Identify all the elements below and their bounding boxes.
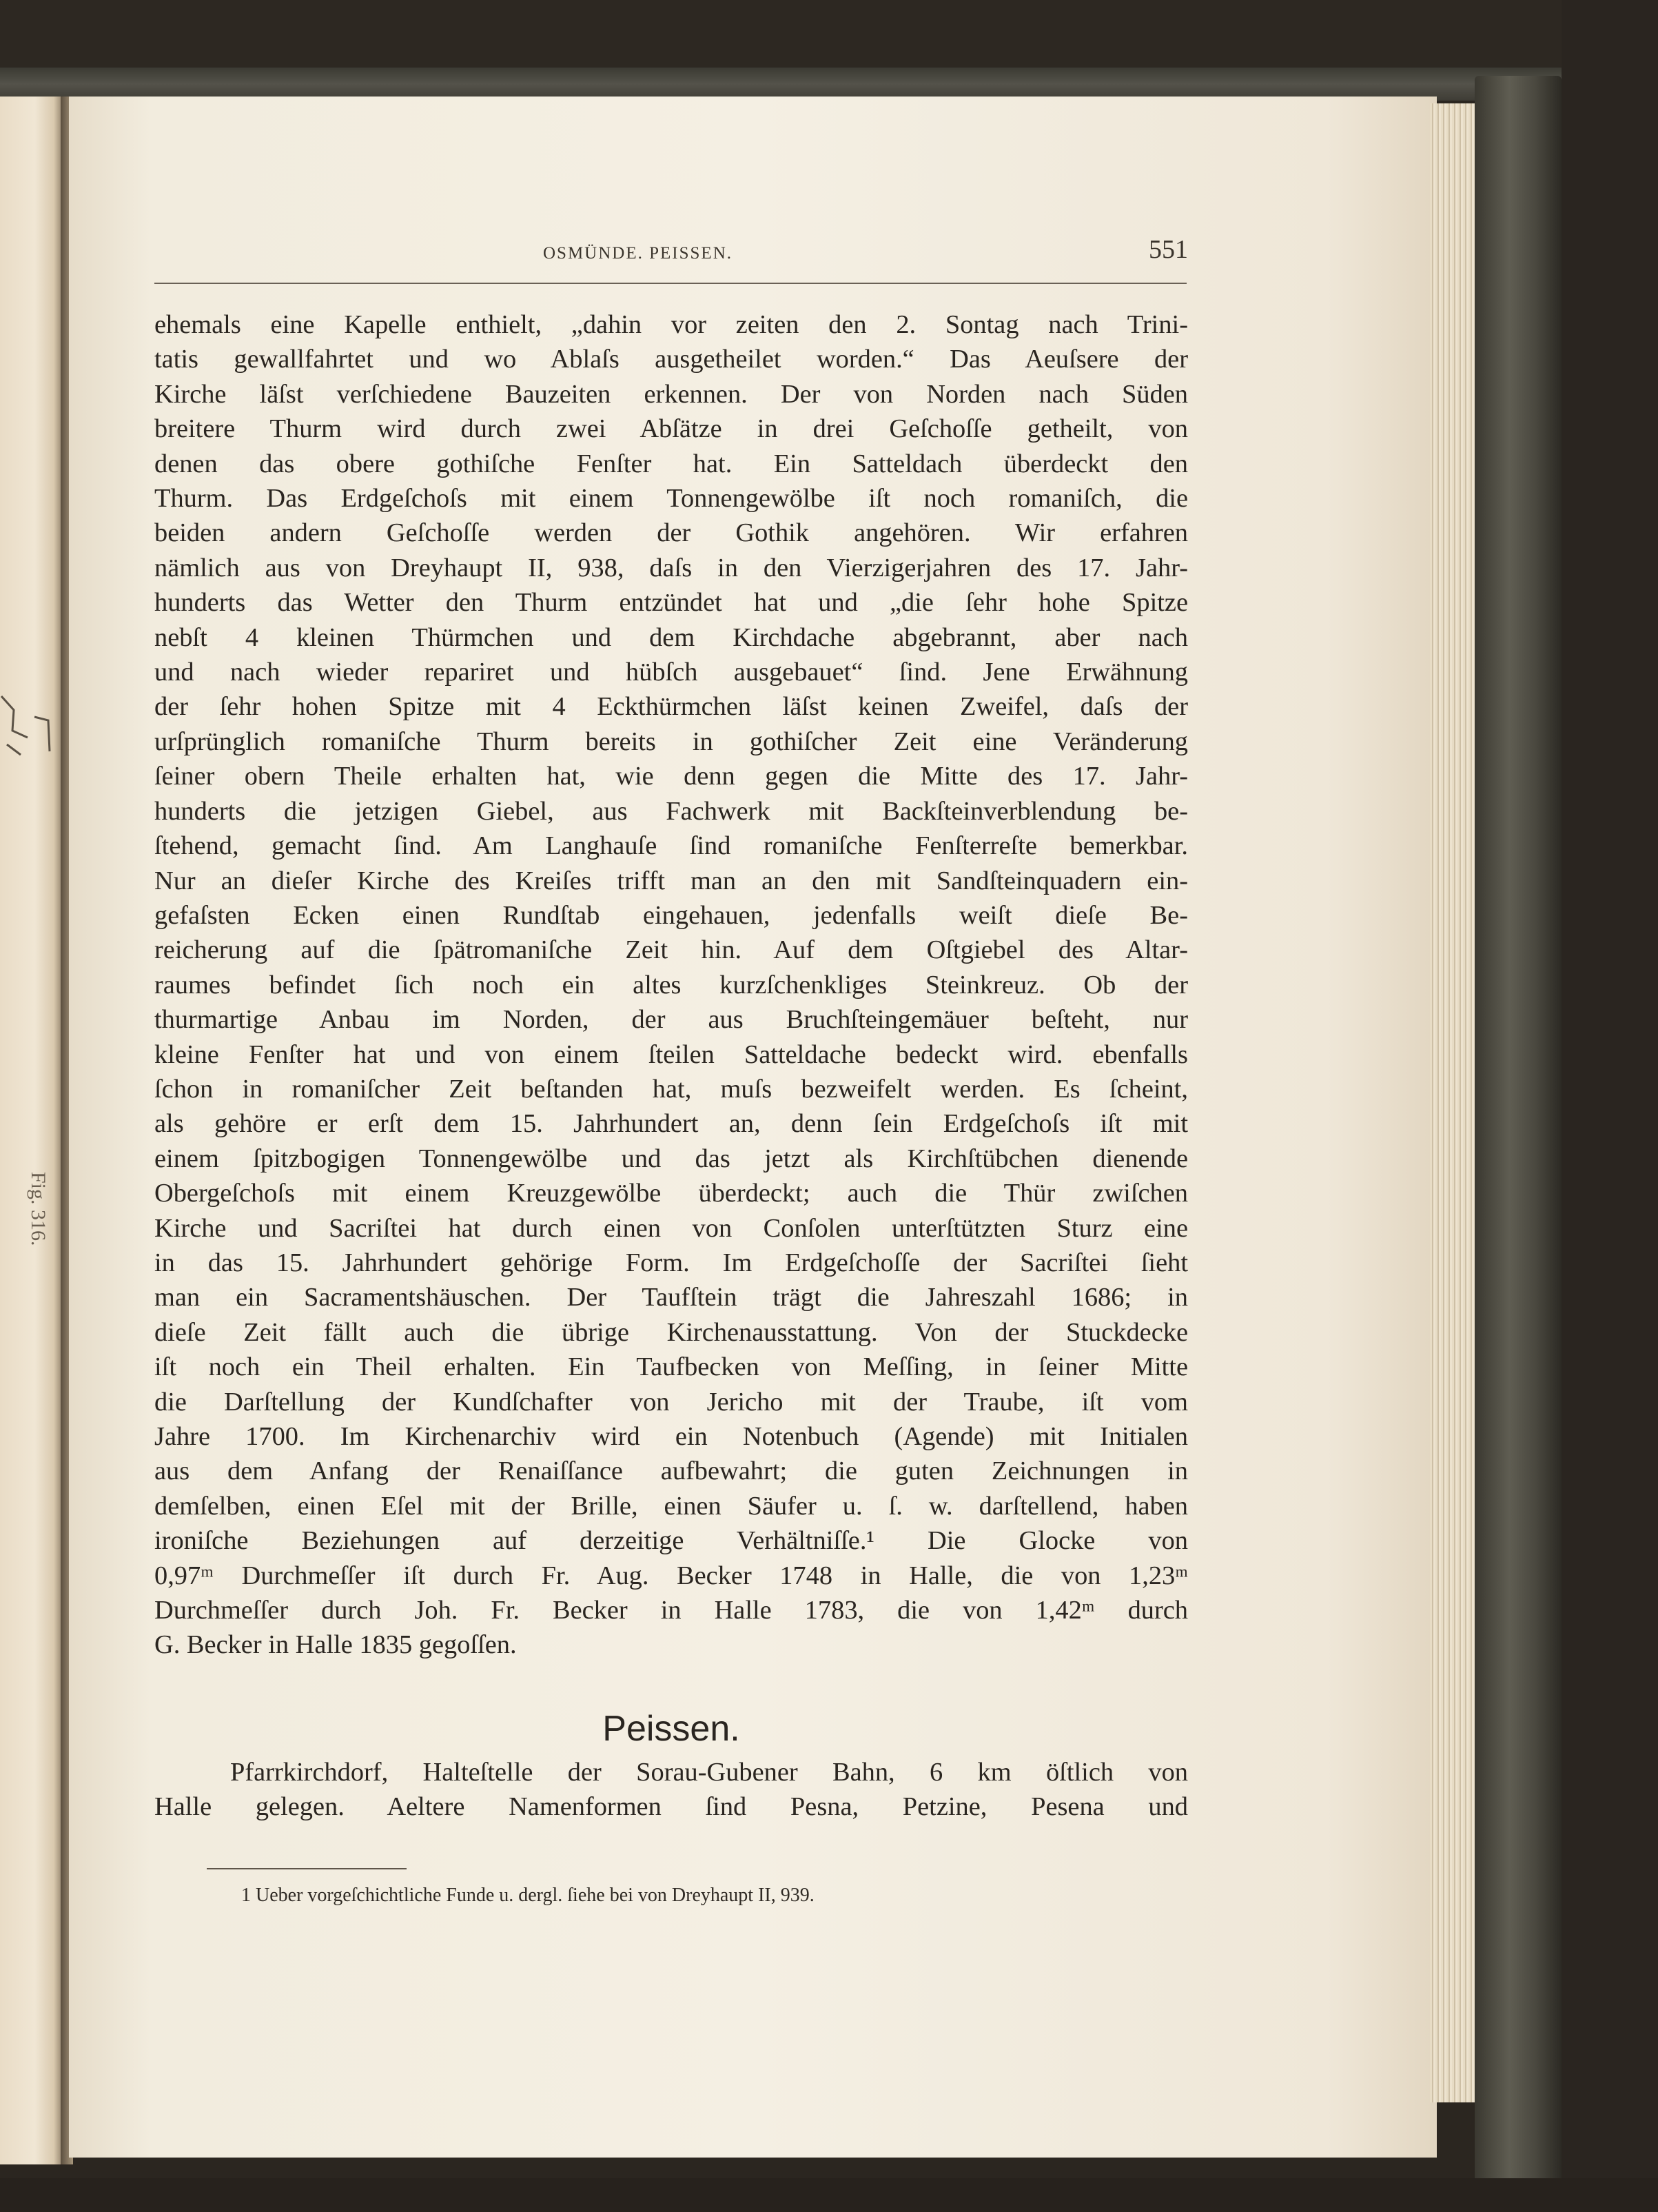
text-line: einem ſpitzbogigen Tonnengewölbe und das jetzt als Kirchſtübchen dienende <box>154 1144 1188 1173</box>
text-line: reicherung auf die ſpätromaniſche Zeit hin. Auf dem Oſtgiebel des Altar- <box>154 935 1188 965</box>
background-top <box>0 0 1658 69</box>
text-line: 0,97ᵐ Durchmeſſer iſt durch Fr. Aug. Becker 1748 in Halle, die von 1,23ᵐ <box>154 1561 1188 1590</box>
text-line: aus dem Anfang der Renaiſſance aufbewahrt; die guten Zeichnungen in <box>154 1457 1188 1486</box>
text-line: Durchmeſſer durch Joh. Fr. Becker in Halle 1783, die von 1,42ᵐ durch <box>154 1596 1188 1625</box>
footnote-marker: 1 <box>241 1885 251 1906</box>
background-bottom <box>0 2178 1658 2212</box>
header-rule <box>154 283 1187 284</box>
text-line: iſt noch ein Theil erhalten. Ein Taufbecken von Meſſing, in ſeiner Mitte <box>154 1352 1188 1382</box>
text-line: der ſehr hohen Spitze mit 4 Eckthürmchen läſst keinen Zweifel, daſs der <box>154 692 1188 722</box>
text-line: hunderts das Wetter den Thurm entzündet hat und „die ſehr hohe Spitze <box>154 588 1188 618</box>
text-line: Nur an dieſer Kirche des Kreiſes trifft man an den mit Sandſteinquadern ein- <box>154 866 1188 895</box>
text-line: ironiſche Beziehungen auf derzeitige Verhältniſſe.¹ Die Glocke von <box>154 1526 1188 1556</box>
text-line: man ein Sacramentshäuschen. Der Taufſtein trägt die Jahreszahl 1686; in <box>154 1283 1188 1312</box>
text-line: urſprünglich romaniſche Thurm bereits in gothiſcher Zeit eine Veränderung <box>154 727 1188 756</box>
footnote-text: Ueber vorgeſchichtliche Funde u. dergl. ſiehe bei von Dreyhaupt II, 939. <box>256 1885 815 1906</box>
section-heading: Peissen. <box>602 1709 740 1749</box>
text-line: Kirche läſst verſchiedene Bauzeiten erkennen. Der von Norden nach Süden <box>154 379 1188 409</box>
text-line: raumes befindet ſich noch ein altes kurzſchenkliges Steinkreuz. Ob der <box>154 970 1188 1000</box>
left-page-figure-label: Fig. 316. <box>27 1172 50 1246</box>
text-line: Obergeſchoſs mit einem Kreuzgewölbe überdeckt; auch die Thür zwiſchen <box>154 1179 1188 1208</box>
text-line: dieſe Zeit fällt auch die übrige Kirchenausstattung. Von der Stuckdecke <box>154 1317 1188 1347</box>
text-line: denen das obere gothiſche Fenſter hat. Ein Satteldach überdeckt den <box>154 449 1188 478</box>
text-line: die Darſtellung der Kundſchafter von Jericho mit der Traube, iſt vom <box>154 1387 1188 1417</box>
text-line: ehemals eine Kapelle enthielt, „dahin vor zeiten den 2. Sontag nach Trini- <box>154 310 1188 339</box>
text-line: Pfarrkirchdorf, Halteſtelle der Sorau-Gubener Bahn, 6 km öſtlich von <box>230 1758 1188 1787</box>
text-line: G. Becker in Halle 1835 gegoſſen. <box>154 1630 517 1660</box>
text-line: breitere Thurm wird durch zwei Abſätze in drei Geſchoſſe getheilt, von <box>154 414 1188 444</box>
page-number: 551 <box>1149 235 1188 264</box>
text-line: tatis gewallfahrtet und wo Ablaſs ausgetheilet worden.“ Das Aeuſsere der <box>154 345 1188 374</box>
text-line: hunderts die jetzigen Giebel, aus Fachwerk mit Backſteinverblendung be- <box>154 796 1188 826</box>
book-cover-board <box>1475 76 1562 2185</box>
text-line: Halle gelegen. Aeltere Namenformen ſind Pesna, Petzine, Pesena und <box>154 1792 1188 1821</box>
footnote-rule <box>207 1868 407 1869</box>
text-line: als gehöre er erſt dem 15. Jahrhundert an, denn ſein Erdgeſchoſs iſt mit <box>154 1109 1188 1139</box>
section-text <box>154 1755 1188 1824</box>
text-line: kleine Fenſter hat und von einem ſteilen Satteldache bedeckt wird. ebenfalls <box>154 1039 1188 1069</box>
text-line: gefaſsten Ecken einen Rundſtab eingehauen, jedenfalls weiſt dieſe Be- <box>154 900 1188 930</box>
text-line: Thurm. Das Erdgeſchoſs mit einem Tonnengewölbe iſt noch romaniſch, die <box>154 484 1188 514</box>
text-line: ſtehend, gemacht ſind. Am Langhauſe ſind romaniſche Fenſterreſte bemerkbar. <box>154 831 1188 861</box>
body-text <box>154 307 1188 1663</box>
text-line: beiden andern Geſchoſſe werden der Gothik angehören. Wir erfahren <box>154 518 1188 548</box>
book-cover-top-edge <box>0 68 1564 101</box>
left-page-drawing-fragment <box>0 689 55 765</box>
text-line: Jahre 1700. Im Kirchenarchiv wird ein Notenbuch (Agende) mit Initialen <box>154 1422 1188 1451</box>
text-line: thurmartige Anbau im Norden, der aus Bruchſteingemäuer beſteht, nur <box>154 1005 1188 1035</box>
text-line: und nach wieder repariret und hübſch ausgebauet“ ſind. Jene Erwähnung <box>154 658 1188 687</box>
text-line: nämlich aus von Dreyhaupt II, 938, daſs in den Vierzigerjahren des 17. Jahr- <box>154 553 1188 582</box>
background-right <box>1562 0 1658 2212</box>
text-line: ſchon in romaniſcher Zeit beſtanden hat, muſs bezweifelt werden. Es ſcheint, <box>154 1074 1188 1104</box>
footnote <box>241 1885 1137 1907</box>
text-line: in das 15. Jahrhundert gehörige Form. Im Erdgeſchoſſe der Sacriſtei ſieht <box>154 1248 1188 1277</box>
text-line: demſelben, einen Eſel mit der Brille, einen Säufer u. ſ. w. darſtellend, haben <box>154 1491 1188 1521</box>
left-page-edge <box>0 97 63 2164</box>
page-block-edges <box>1430 103 1480 2102</box>
text-line: Kirche und Sacriſtei hat durch einen von Conſolen unterſtützten Sturz eine <box>154 1213 1188 1243</box>
page-header <box>154 235 1188 269</box>
text-line: nebſt 4 kleinen Thürmchen und dem Kirchdache abgebrannt, aber nach <box>154 622 1188 652</box>
running-title: OSMÜNDE. PEISSEN. <box>543 244 733 263</box>
text-line: ſeiner obern Theile erhalten hat, wie denn gegen die Mitte des 17. Jahr- <box>154 762 1188 791</box>
